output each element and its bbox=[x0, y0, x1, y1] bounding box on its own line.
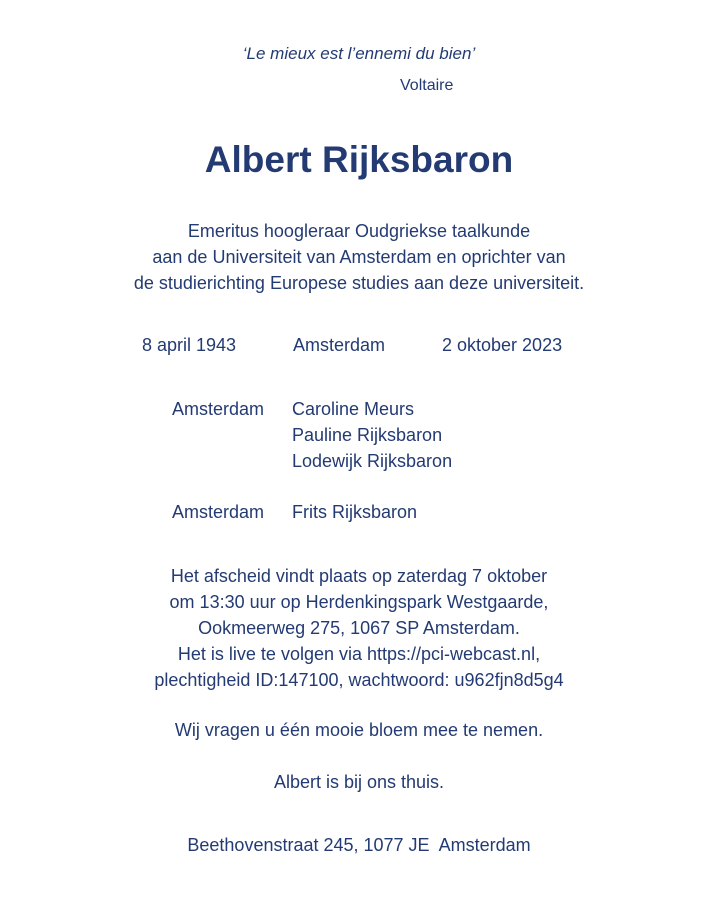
ceremony-line: Het is live te volgen via https://pci-webcast.nl, bbox=[177, 644, 541, 664]
death-date: 2 oktober 2023 bbox=[442, 335, 563, 355]
flower-request: Wij vragen u één mooie bloem mee te nemen. bbox=[174, 720, 544, 740]
ceremony-line: om 13:30 uur op Herdenkingspark Westgaarde, bbox=[169, 592, 549, 612]
family-place: Amsterdam bbox=[172, 399, 265, 419]
intro-line: Emeritus hoogleraar Oudgriekse taalkunde bbox=[187, 221, 531, 241]
family-place: Amsterdam bbox=[172, 502, 265, 522]
intro-block bbox=[0, 218, 718, 296]
quote-author: Voltaire bbox=[400, 77, 454, 94]
home-note: Albert is bij ons thuis. bbox=[273, 772, 445, 792]
ceremony-line: Ookmeerweg 275, 1067 SP Amsterdam. bbox=[198, 618, 520, 638]
birth-death-place: Amsterdam bbox=[293, 335, 386, 355]
family-member: Frits Rijksbaron bbox=[292, 502, 418, 522]
ceremony-line: plechtigheid ID:147100, wachtwoord: u962fjn8d5g4 bbox=[154, 670, 564, 690]
intro-line: de studierichting Europese studies aan deze universiteit. bbox=[133, 273, 585, 293]
quote-text: ‘Le mieux est l’ennemi du bien’ bbox=[242, 44, 476, 63]
family-member: Caroline Meurs bbox=[292, 399, 415, 419]
family-member: Pauline Rijksbaron bbox=[292, 425, 443, 445]
intro-line: aan de Universiteit van Amsterdam en oprichter van bbox=[152, 247, 566, 267]
family-member: Lodewijk Rijksbaron bbox=[292, 451, 453, 471]
home-address: Beethovenstraat 245, 1077 JE Amsterdam bbox=[187, 835, 531, 855]
ceremony-line: Het afscheid vindt plaats op zaterdag 7 oktober bbox=[170, 566, 548, 586]
birth-date: 8 april 1943 bbox=[142, 335, 237, 355]
deceased-name: Albert Rijksbaron bbox=[204, 139, 514, 180]
ceremony-block bbox=[0, 563, 718, 693]
